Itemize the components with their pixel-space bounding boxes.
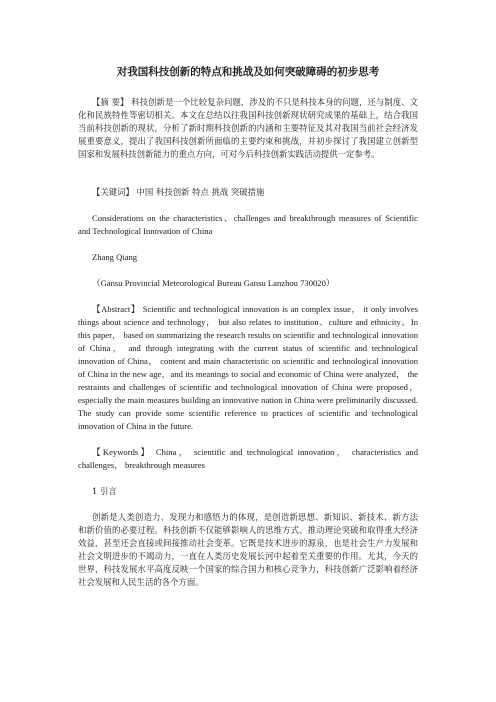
section-heading: 1 引言 [92,486,117,496]
keywords-cn: 【关键词】 中国 科技创新 特点 挑战 突破措施 [92,187,265,197]
abstract-cn: 【摘 要】 科技创新是一个比较复杂问题，涉及的不只是科技本身的问题，还与制度、文化和民族特性等密切相关。本文在总结以往我国科技创新现状研究成果的基础上，结合我国当前科技创新的现状，分析了新时期科技创新的内涵和主要特征及其对我国当前社会经济发展重要意义，提出了我国科技创新所面临的主要约束和挑战，并初步探讨了我国建立创新型国家和发展科技创新能力的重点方向，可对今后科技创新实践活动提供一定参考。 [78,97,418,159]
abstract-en: 【Abstract】 Scientific and technological innovation is an complex issue， it only involves things about science and technology， but also relates to institution、culture and ethnicity。In this paper， based on summarizing the research results on scientific and technological innovation of China， and through integrating with the current status of scientific and technological innovation of China， content and main characteristic on scientific and technological innovation of China in the new age，and its meanings to social and economic of China were analyzed， the restraints and challenges of scientific and technological innovation of China were proposed，especially the main measures building an innovative nation in China were preliminarily discussed. The study can provide some scientific reference to practices of scientific and technological innovation of China in the future. [78,304,418,431]
intro-paragraph: 创新是人类创造力、发现力和感悟力的体现，是创造新思想、新知识、新技术、新方法和新价值的必要过程。科技创新不仅能够影响人的思维方式、推动理论突破和取得重大经济效益，甚至还会直接或间接推动社会变革。它既是技术进步的源泉，也是社会生产力发展和社会文明进步的不竭动力，一直在人类历史发展长河中起着至关重要的作用。尤其，今天的世界，科技发展水平高度反映一个国家的综合国力和核心竞争力，科技创新广泛影响着经济社会发展和人民生活的各个方面。 [78,512,418,587]
title-en: Considerations on the characteristics、challenges and breakthrough measures of Scientific and Technological Innovation of China [78,213,418,236]
paper-title: 对我国科技创新的特点和挑战及如何突破障碍的初步思考 [116,66,380,78]
author-affiliation: （Gansu Provincial Meteorological Bureau Gansu Lanzhou 730020） [92,278,335,288]
keywords-en: 【Keywords】 China， scientific and technological innovation， characteristics and challenges， breakthrough measures [78,447,418,470]
author-name: Zhang Qiang [92,252,138,262]
